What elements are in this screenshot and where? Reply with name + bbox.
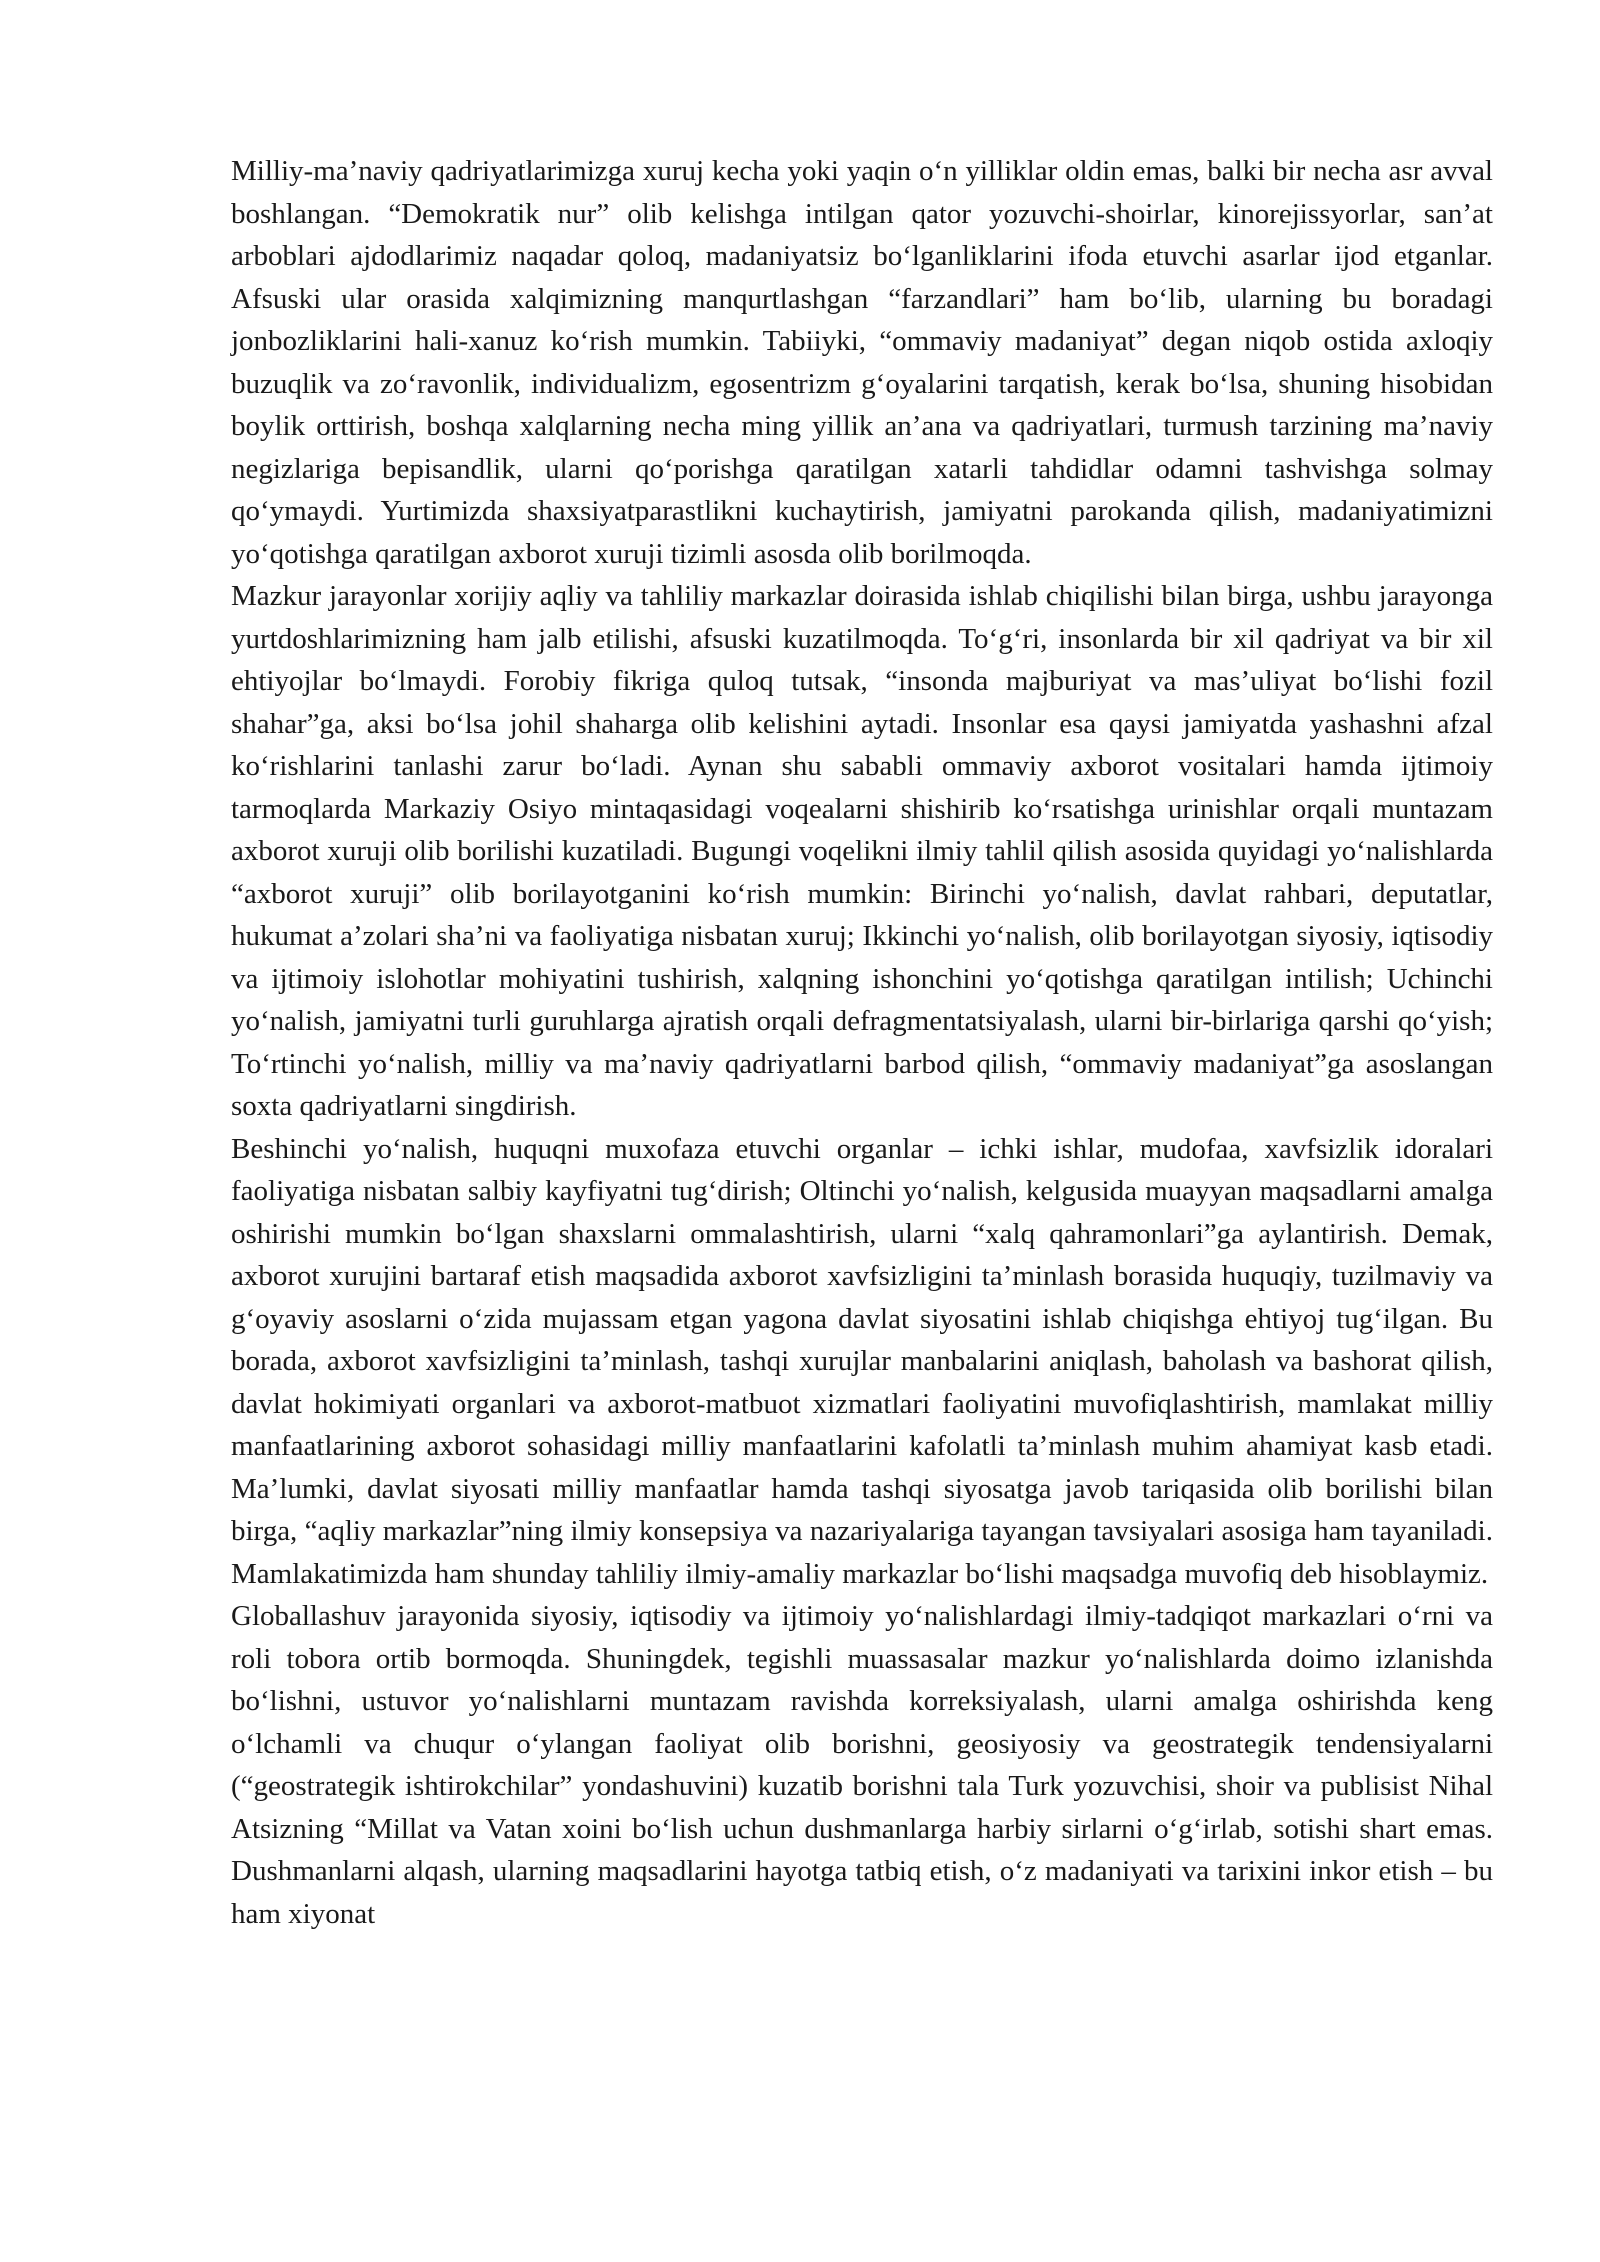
document-body: [231, 150, 1493, 1935]
paragraph-3: Beshinchi yo‘nalish, huquqni muxofaza etuvchi organlar – ichki ishlar, mudofaa, xavfsizlik idoralari faoliyatiga nisbatan salbiy kayfiyatni tug‘dirish; Oltinchi yo‘nalish, kelgusida muayyan maqsadlarni amalga oshirishi mumkin bo‘lgan shaxslarni ommalashtirish, ularni “xalq qahramonlari”ga aylantirish. Demak, axborot xurujini bartaraf etish maqsadida axborot xavfsizligini ta’minlash borasida huquqiy, tuzilmaviy va g‘oyaviy asoslarni o‘zida mujassam etgan yagona davlat siyosatini ishlab chiqishga ehtiyoj tug‘ilgan. Bu borada, axborot xavfsizligini ta’minlash, tashqi xurujlar manbalarini aniqlash, baholash va bashorat qilish, davlat hokimiyati organlari va axborot-matbuot xizmatlari faoliyatini muvofiqlashtirish, mamlakat milliy manfaatlarining axborot sohasidagi milliy manfaatlarini kafolatli ta’minlash muhim ahamiyat kasb etadi. Ma’lumki, davlat siyosati milliy manfaatlar hamda tashqi siyosatga javob tariqasida olib borilishi bilan birga, “aqliy markazlar”ning ilmiy konsepsiya va nazariyalariga tayangan tavsiyalari asosiga ham tayaniladi. Mamlakatimizda ham shunday tahliliy ilmiy-amaliy markazlar bo‘lishi maqsadga muvofiq deb hisoblaymiz.: [231, 1132, 1493, 1590]
paragraph-4: Globallashuv jarayonida siyosiy, iqtisodiy va ijtimoiy yo‘nalishlardagi ilmiy-tadqiqot markazlari o‘rni va roli tobora ortib bormoqda. Shuningdek, tegishli muassasalar mazkur yo‘nalishlarda doimo izlanishda bo‘lishni, ustuvor yo‘nalishlarni muntazam ravishda korreksiyalash, ularni amalga oshirishda keng o‘lchamli va chuqur o‘ylangan faoliyat olib borishni, geosiyosiy va geostrategik tendensiyalarni (“geostrategik ishtirokchilar” yondashuvini) kuzatib borishni tala Turk yozuvchisi, shoir va publisist Nihal Atsizning “Millat va Vatan xoini bo‘lish uchun dushmanlarga harbiy sirlarni o‘g‘irlab, sotishi shart emas. Dushmanlarni alqash, ularning maqsadlarini hayotga tatbiq etish, o‘z madaniyati va tarixini inkor etish – bu ham xiyonat: [231, 1600, 1493, 1930]
paragraph-2: Mazkur jarayonlar xorijiy aqliy va tahliliy markazlar doirasida ishlab chiqilishi bilan birga, ushbu jarayonga yurtdoshlarimizning ham jalb etilishi, afsuski kuzatilmoqda. To‘g‘ri, insonlarda bir xil qadriyat va bir xil ehtiyojlar bo‘lmaydi. Forobiy fikriga quloq tutsak, “insonda majburiyat va mas’uliyat bo‘lishi fozil shahar”ga, aksi bo‘lsa johil shaharga olib kelishini aytadi. Insonlar esa qaysi jamiyatda yashashni afzal ko‘rishlarini tanlashi zarur bo‘ladi. Aynan shu sababli ommaviy axborot vositalari hamda ijtimoiy tarmoqlarda Markaziy Osiyo mintaqasidagi voqealarni shishirib ko‘rsatishga urinishlar orqali muntazam axborot xuruji olib borilishi kuzatiladi. Bugungi voqelikni ilmiy tahlil qilish asosida quyidagi yo‘nalishlarda “axborot xuruji” olib borilayotganini ko‘rish mumkin: Birinchi yo‘nalish, davlat rahbari, deputatlar, hukumat a’zolari sha’ni va faoliyatiga nisbatan xuruj; Ikkinchi yo‘nalish, olib borilayotgan siyosiy, iqtisodiy va ijtimoiy islohotlar mohiyatini tushirish, xalqning ishonchini yo‘qotishga qaratilgan intilish; Uchinchi yo‘nalish, jamiyatni turli guruhlarga ajratish orqali defragmentatsiyalash, ularni bir-birlariga qarshi qo‘yish; To‘rtinchi yo‘nalish, milliy va ma’naviy qadriyatlarni barbod qilish, “ommaviy madaniyat”ga asoslangan soxta qadriyatlarni singdirish.: [231, 580, 1493, 1122]
paragraph-1: Milliy-ma’naviy qadriyatlarimizga xuruj kecha yoki yaqin o‘n yilliklar oldin emas, balki bir necha asr avval boshlangan. “Demokratik nur” olib kelishga intilgan qator yozuvchi-shoirlar, kinorejissyorlar, san’at arboblari ajdodlarimiz naqadar qoloq, madaniyatsiz bo‘lganliklarini ifoda etuvchi asarlar ijod etganlar. Afsuski ular orasida xalqimizning manqurtlashgan “farzandlari” ham bo‘lib, ularning bu boradagi jonbozliklarini hali-xanuz ko‘rish mumkin. Tabiiyki, “ommaviy madaniyat” degan niqob ostida axloqiy buzuqlik va zo‘ravonlik, individualizm, egosentrizm g‘oyalarini tarqatish, kerak bo‘lsa, shuning hisobidan boylik orttirish, boshqa xalqlarning necha ming yillik an’ana va qadriyatlari, turmush tarzining ma’naviy negizlariga bepisandlik, ularni qo‘porishga qaratilgan xatarli tahdidlar odamni tashvishga solmay qo‘ymaydi. Yurtimizda shaxsiyatparastlikni kuchaytirish, jamiyatni parokanda qilish, madaniyatimizni yo‘qotishga qaratilgan axborot xuruji tizimli asosda olib borilmoqda.: [231, 155, 1493, 570]
